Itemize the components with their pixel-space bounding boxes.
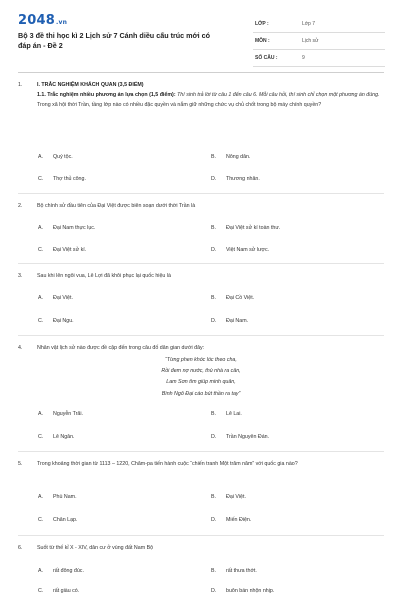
option-text: Phù Nam. [53, 494, 77, 500]
option-text: Thợ thủ công. [53, 176, 86, 182]
meta-row-count [253, 50, 385, 67]
question-text: Trong xã hội thời Trần, tầng lớp nào có nhiều đặc quyền và nắm giữ những chức vụ chủ chốt trong bộ máy chính quyền? [37, 102, 322, 108]
option-letter: B. [211, 411, 217, 417]
question-number: 6. [18, 545, 23, 551]
question-text: Sau khi lên ngôi vua, Lê Lợi đã khôi phục lại quốc hiệu là [37, 273, 171, 279]
option-letter: D. [211, 588, 217, 594]
option-text: buôn bán nhộn nhịp. [226, 588, 275, 594]
option-text: Lê Ngân. [53, 434, 75, 440]
meta-value: Lịch sử [302, 38, 319, 44]
option-text: Việt Nam sử lược. [226, 247, 270, 253]
poem-line: Lam Sơn tìm giúp minh quân, [166, 379, 236, 385]
divider [18, 193, 384, 194]
logo-suffix: .vn [55, 19, 68, 26]
meta-key: LỚP : [255, 21, 269, 27]
site-logo[interactable] [18, 13, 67, 28]
poem-line: Bình Ngô Đại cáo bút thần ra tay” [161, 391, 241, 397]
poem-line: “Từng phen khóc lóc theo cha, [165, 357, 237, 363]
option-text: Lê Lai. [226, 411, 242, 417]
option-letter: A. [38, 411, 44, 417]
logo-text: 2048 [18, 13, 55, 28]
option-text: Đại Nam thực lục. [53, 225, 96, 231]
meta-row-subject [253, 33, 385, 50]
option-letter: D. [211, 517, 217, 523]
option-letter: A. [38, 154, 44, 160]
meta-key: MÔN : [255, 38, 270, 44]
option-letter: C. [38, 176, 44, 182]
divider [18, 263, 384, 264]
question-text: Trong khoảng thời gian từ 1113 – 1220, Chăm-pa tiến hành cuộc “chiến tranh Một trăm năm” với quốc gia nào? [37, 461, 298, 467]
option-text: Trần Nguyên Đán. [226, 434, 270, 440]
question-number: 5. [18, 461, 23, 467]
divider [18, 335, 384, 336]
option-text: Đại Việt. [226, 494, 246, 500]
question-number: 1. [18, 82, 23, 88]
divider [18, 535, 384, 536]
option-letter: B. [211, 494, 217, 500]
option-letter: C. [38, 517, 44, 523]
question-number: 2. [18, 203, 23, 209]
option-text: Chân Lạp. [53, 517, 78, 523]
option-text: Đại Việt sử kí. [53, 247, 87, 253]
meta-value: Lớp 7 [302, 21, 316, 27]
option-letter: C. [38, 318, 44, 324]
option-letter: C. [38, 434, 44, 440]
question-text: Nhân vật lịch sử nào được đề cập đến trong câu đố dân gian dưới đây: [37, 345, 205, 351]
option-letter: B. [211, 295, 217, 301]
option-text: rất giàu có. [53, 588, 80, 594]
section-instruction [37, 90, 382, 100]
meta-table [253, 16, 385, 67]
option-letter: A. [38, 494, 44, 500]
instruction-italic: Thí sinh trả lời từ câu 1 đến câu 6. Mỗi câu hỏi, thí sinh chỉ chọn một phương án đúng. [175, 92, 380, 98]
question-text: Suốt từ thế kỉ X - XIV, dân cư ở vùng đất Nam Bộ [37, 545, 154, 551]
divider [18, 451, 384, 452]
option-text: Quý tộc. [53, 154, 73, 160]
question-number: 4. [18, 345, 23, 351]
option-letter: C. [38, 247, 44, 253]
option-text: rất thưa thớt. [226, 568, 257, 574]
option-letter: A. [38, 295, 44, 301]
option-letter: B. [211, 568, 217, 574]
header [18, 12, 384, 70]
option-letter: A. [38, 225, 44, 231]
option-text: Đại Cồ Việt. [226, 295, 255, 301]
meta-row-grade [253, 16, 385, 33]
section-heading: I. TRẮC NGHIỆM KHÁCH QUAN (3,5 ĐIỂM) [37, 82, 144, 88]
option-text: Nguyễn Trãi. [53, 411, 84, 417]
option-text: Đại Việt sử kí toàn thư. [226, 225, 281, 231]
question-body [37, 80, 382, 110]
question-text: Bộ chính sử đầu tiên của Đại Việt được biên soạn dưới thời Trần là [37, 203, 196, 209]
option-letter: B. [211, 225, 217, 231]
option-letter: D. [211, 318, 217, 324]
option-letter: C. [38, 588, 44, 594]
option-letter: A. [38, 568, 44, 574]
option-text: rất đông đúc. [53, 568, 84, 574]
meta-key: SỐ CÂU : [255, 55, 278, 61]
option-letter: D. [211, 434, 217, 440]
instruction-bold: 1.1. Trắc nghiệm nhiều phương án lựa chọn (1,5 điểm): [37, 92, 176, 98]
poem-line: Rồi đem nợ nước, thù nhà ra cân, [161, 368, 241, 374]
option-letter: D. [211, 247, 217, 253]
option-text: Đại Nam. [226, 318, 249, 324]
option-text: Thương nhân. [226, 176, 260, 182]
header-divider [18, 72, 384, 73]
meta-value: 9 [302, 55, 305, 61]
option-text: Nông dân. [226, 154, 251, 160]
option-text: Đại Việt. [53, 295, 73, 301]
option-letter: D. [211, 176, 217, 182]
page-title: Bộ 3 đề thi học kì 2 Lịch sử 7 Cánh diều cấu trúc mới có đáp án - Đề 2 [18, 31, 211, 50]
option-text: Đại Ngu. [53, 318, 74, 324]
question-number: 3. [18, 273, 23, 279]
option-text: Miến Điện. [226, 517, 252, 523]
option-letter: B. [211, 154, 217, 160]
